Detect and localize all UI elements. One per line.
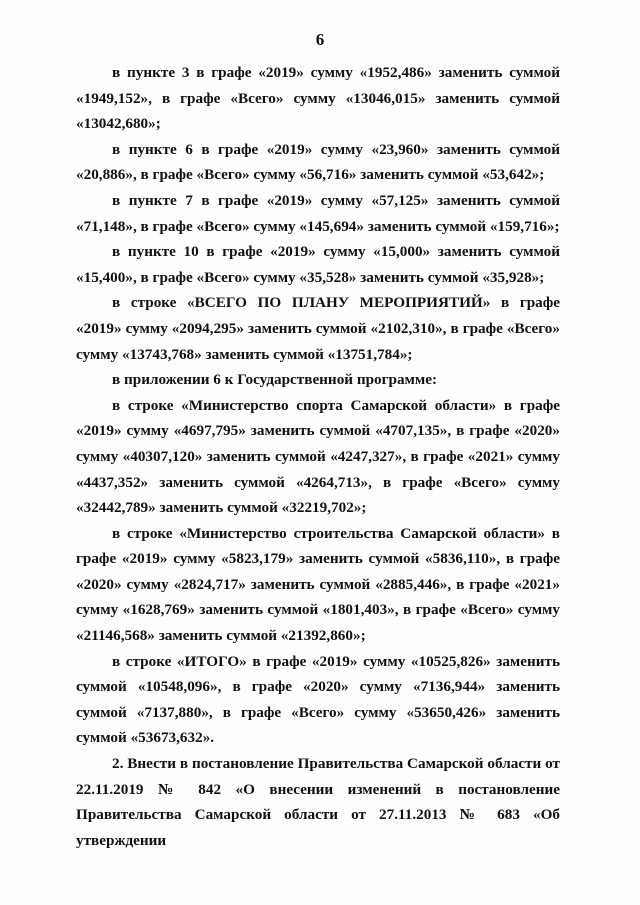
paragraph-itogo: в строке «ИТОГО» в графе «2019» сумму «10525,826» заменить суммой «10548,096», в графе «2020» сумму «7136,944» заменить суммой «7137,880», в графе «Всего» сумму «53650,426» заменить суммой «53673,632». <box>76 652 560 747</box>
page-number: 6 <box>315 30 325 49</box>
paragraph-item-7: в пункте 7 в графе «2019» сумму «57,125» заменить суммой «71,148», в графе «Всего» сумму «145,694» заменить суммой «159,716»; <box>76 191 560 235</box>
document-body <box>76 60 560 853</box>
paragraph-item-10: в пункте 10 в графе «2019» сумму «15,000» заменить суммой «15,400», в графе «Всего» сумму «35,528» заменить суммой «35,928»; <box>76 243 560 286</box>
paragraph-ministry-sport: в строке «Министерство спорта Самарской области» в графе «2019» сумму «4697,795» заменить суммой «4707,135», в графе «2020» сумму «40307,120» заменить суммой «4247,327», в графе «2021» сумму «4437,352» заменить суммой «4264,713», в графе «Всего» сумму «32442,789» заменить суммой «32219,702»; <box>76 396 560 517</box>
paragraph-appendix-6-heading: в приложении 6 к Государственной программе: <box>112 371 438 389</box>
paragraph-total-plan: в строке «ВСЕГО ПО ПЛАНУ МЕРОПРИЯТИЙ» в графе «2019» сумму «2094,295» заменить суммой «2102,310», в графе «Всего» сумму «13743,768» заменить суммой «13751,784»; <box>76 294 560 363</box>
paragraph-section-2: 2. Внести в постановление Правительства Самарской области от 22.11.2019 № 842 «О внесении изменений в постановление Правительства Самарской области от 27.11.2013 № 683 «Об утверждении <box>76 755 560 849</box>
paragraph-ministry-construction: в строке «Министерство строительства Самарской области» в графе «2019» сумму «5823,179» заменить суммой «5836,110», в графе «2020» сумму «2824,717» заменить суммой «2885,446», в графе «2021» сумму «1628,769» заменить суммой «1801,403», в графе «Всего» сумму «21146,568» заменить суммой «21392,860»; <box>76 524 560 645</box>
paragraph-item-6: в пункте 6 в графе «2019» сумму «23,960» заменить суммой «20,886», в графе «Всего» сумму «56,716» заменить суммой «53,642»; <box>76 140 560 184</box>
paragraph-item-3: в пункте 3 в графе «2019» сумму «1952,486» заменить суммой «1949,152», в графе «Всего» сумму «13046,015» заменить суммой «13042,680»; <box>76 64 560 133</box>
